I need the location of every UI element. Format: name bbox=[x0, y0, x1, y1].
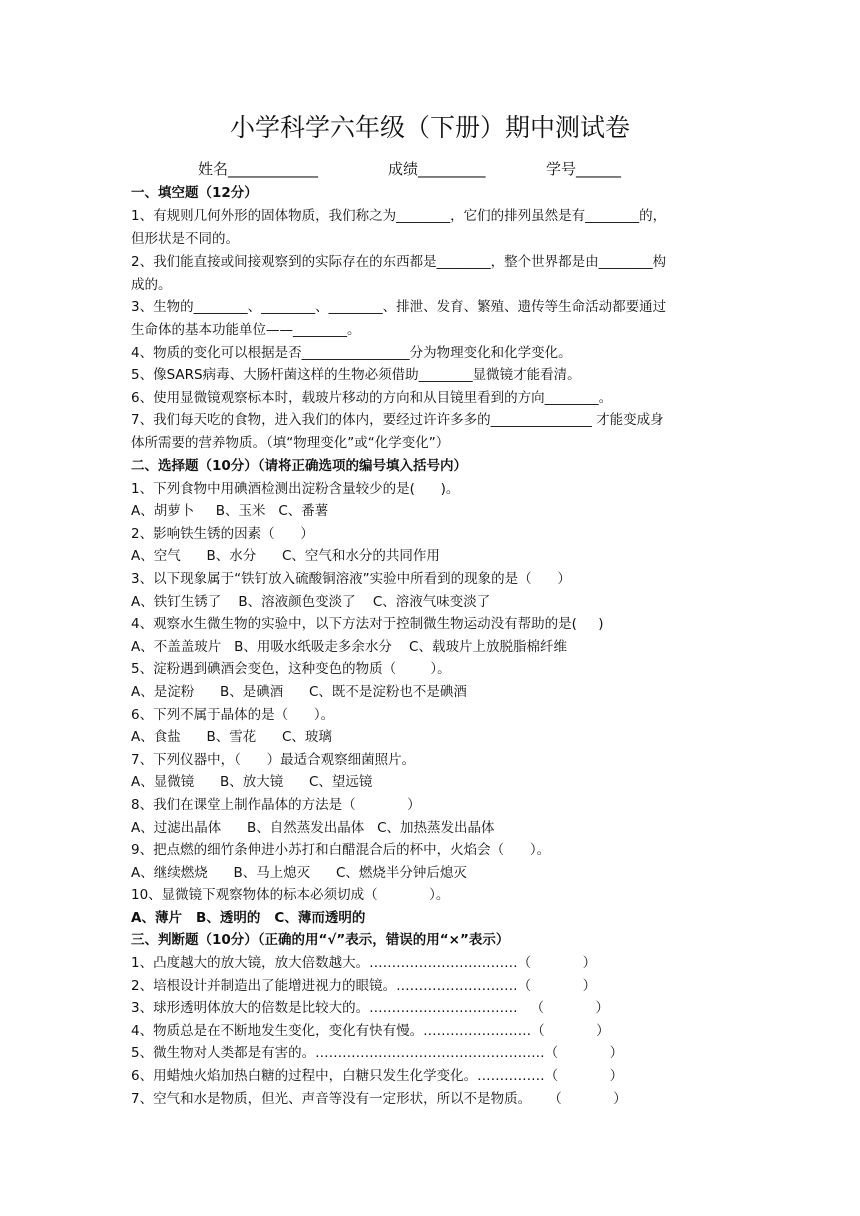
question-line: 7、下列仪器中，（ ）最适合观察细菌照片。 bbox=[131, 752, 416, 768]
option-line: A、空气 B、水分 C、空气和水分的共同作用 bbox=[131, 548, 440, 564]
question-line: 5、像SARS病毒、大肠杆菌这样的生物必须借助________显微镜才能看清。 bbox=[131, 367, 581, 383]
judgement-line: 6、用蜡烛火焰加热白糖的过程中，白糖只发生化学变化。……………（ ） bbox=[131, 1068, 624, 1084]
option-line: A、是淀粉 B、是碘酒 C、既不是淀粉也不是碘酒 bbox=[131, 684, 467, 700]
option-line: A、显微镜 B、放大镜 C、望远镜 bbox=[131, 774, 373, 790]
question-line: 成的。 bbox=[131, 277, 172, 293]
question-line: 4、观察水生微生物的实验中，以下方法对于控制微生物运动没有帮助的是( ) bbox=[131, 616, 604, 632]
judgement-line: 3、球形透明体放大的倍数是比较大的。…………………………… （ ） bbox=[131, 1000, 609, 1016]
score-field: 成绩_________ bbox=[388, 160, 486, 178]
section-heading-fill-blank: 一、填空题（12分） bbox=[131, 185, 258, 201]
question-line: 5、淀粉遇到碘酒会变色，这种变色的物质（ ）。 bbox=[131, 661, 451, 677]
judgement-line: 2、培根设计并制造出了能增进视力的眼镜。………………………（ ） bbox=[131, 978, 597, 994]
question-line: 3、以下现象属于“铁钉放入硫酸铜溶液”实验中所看到的现象的是（ ） bbox=[131, 571, 571, 587]
question-line: 3、生物的________、________、________、排泄、发育、繁殖、遗传等生命活动都要通过 bbox=[131, 299, 667, 315]
question-line: 7、我们每天吃的食物，进入我们的体内，要经过许许多多的_______________ 才能变成身 bbox=[131, 412, 664, 428]
section-heading-choice: 二、选择题（10分）（请将正确选项的编号填入括号内） bbox=[131, 458, 468, 474]
question-line: 4、物质的变化可以根据是否________________分为物理变化和化学变化。 bbox=[131, 345, 572, 361]
option-line: A、过滤出晶体 B、自然蒸发出晶体 C、加热蒸发出晶体 bbox=[131, 820, 495, 836]
question-line: 2、我们能直接或间接观察到的实际存在的东西都是________，整个世界都是由________构 bbox=[131, 254, 667, 270]
student-id-field: 学号______ bbox=[546, 160, 622, 178]
question-line: 生命体的基本功能单位——________。 bbox=[131, 322, 361, 338]
question-line: 2、影响铁生锈的因素（ ） bbox=[131, 526, 314, 542]
student-info-row bbox=[0, 158, 860, 182]
question-line: 6、下列不属于晶体的是（ ）。 bbox=[131, 707, 335, 723]
name-field: 姓名____________ bbox=[198, 160, 319, 178]
option-line: A、胡萝卜 B、玉米 C、番薯 bbox=[131, 503, 329, 519]
option-line: A、食盐 B、雪花 C、玻璃 bbox=[131, 729, 332, 745]
question-line: 6、使用显微镜观察标本时，载玻片移动的方向和从目镜里看到的方向________。 bbox=[131, 390, 613, 406]
option-line: A、铁钉生锈了 B、溶液颜色变淡了 C、溶液气味变淡了 bbox=[131, 594, 491, 610]
question-line: 10、显微镜下观察物体的标本必须切成（ ）。 bbox=[131, 887, 450, 903]
question-line: 1、有规则几何外形的固体物质，我们称之为________，它们的排列虽然是有________的， bbox=[131, 208, 667, 224]
judgement-line: 4、物质总是在不断地发生变化，变化有快有慢。……………………（ ） bbox=[131, 1023, 610, 1039]
question-line: 体所需要的营养物质。（填“物理变化”或“化学变化”） bbox=[131, 435, 450, 451]
judgement-line: 7、空气和水是物质，但光、声音等没有一定形状，所以不是物质。 （ ） bbox=[131, 1091, 627, 1107]
option-line: A、继续燃烧 B、马上熄灭 C、燃烧半分钟后熄灭 bbox=[131, 865, 467, 881]
option-line: A、不盖盖玻片 B、用吸水纸吸走多余水分 C、载玻片上放脱脂棉纤维 bbox=[131, 639, 567, 655]
question-line: 9、把点燃的细竹条伸进小苏打和白醋混合后的杯中，火焰会（ ）。 bbox=[131, 842, 551, 858]
question-line: 8、我们在课堂上制作晶体的方法是（ ） bbox=[131, 797, 421, 813]
question-line: 但形状是不同的。 bbox=[131, 231, 239, 247]
judgement-line: 1、凸度越大的放大镜，放大倍数越大。……………………………（ ） bbox=[131, 955, 597, 971]
section-heading-true-false: 三、判断题（10分）（正确的用“√”表示，错误的用“×”表示） bbox=[131, 932, 510, 948]
judgement-line: 5、微生物对人类都是有害的。……………………………………………（ ） bbox=[131, 1045, 624, 1061]
option-line: A、薄片 B、透明的 C、薄而透明的 bbox=[131, 910, 366, 926]
question-line: 1、下列食物中用碘酒检测出淀粉含量较少的是( )。 bbox=[131, 481, 460, 497]
page-title: 小学科学六年级（下册）期中测试卷 bbox=[229, 113, 630, 142]
